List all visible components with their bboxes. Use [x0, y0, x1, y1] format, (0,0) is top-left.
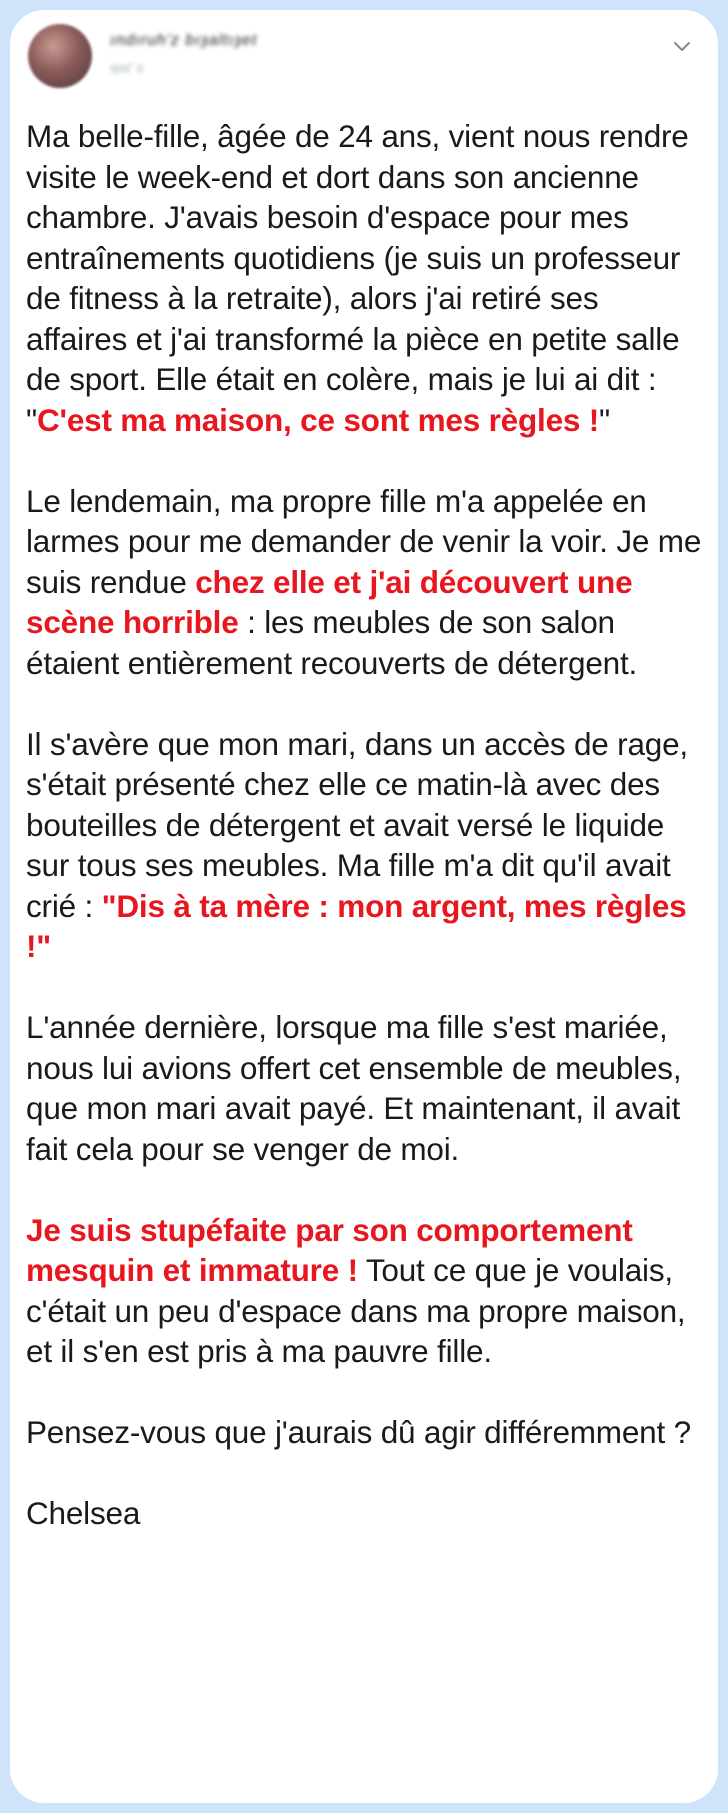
author-handle: ıpıɛ' ɜ: [110, 60, 143, 75]
highlighted-text: "Dis à ta mère : mon argent, mes règles !": [26, 887, 687, 964]
post-card: [10, 10, 718, 1803]
paragraph: Ma belle-fille, âgée de 24 ans, vient nous rendre visite le week-end et dort dans son ancienne chambre. J'avais besoin d'espace pour mes entraînements quotidiens (je suis un professeur de fitness à la retraite), alors j'ai retiré ses affaires et j'ai transformé la pièce en petite salle de sport. Elle était en colère, mais je lui ai dit : "C'est ma maison, ce sont mes règles !": [26, 118, 689, 438]
chevron-down-icon[interactable]: [670, 34, 694, 58]
paragraph: Le lendemain, ma propre fille m'a appelée en larmes pour me demander de venir la voir. Je me suis rendue chez elle et j'ai découvert une scène horrible : les meubles de son salon étaient entièrement recouverts de détergent.: [26, 482, 702, 681]
paragraph: L'année dernière, lorsque ma fille s'est mariée, nous lui avions offert cet ensemble de meubles, que mon mari avait payé. Et maintenant, il avait fait cela pour se venger de moi.: [26, 1009, 682, 1167]
paragraph: Je suis stupéfaite par son comportement mesquin et immature ! Tout ce que je voulais, c'était un peu d'espace dans ma propre maison, et il s'en est pris à ma pauvre fille.: [26, 1211, 686, 1369]
highlighted-text: chez elle et j'ai découvert une scène horrible: [26, 563, 633, 640]
post-body: [26, 116, 706, 1534]
paragraph: Il s'avère que mon mari, dans un accès de rage, s'était présenté chez elle ce matin-là avec des bouteilles de détergent et avait versé le liquide sur tous ses meubles. Ma fille m'a dit qu'il avait crié : "Dis à ta mère : mon argent, mes règles !": [26, 725, 688, 964]
paragraph: Pensez-vous que j'aurais dû agir différemment ?: [26, 1414, 691, 1450]
highlighted-text: C'est ma maison, ce sont mes règles !: [36, 401, 600, 438]
avatar[interactable]: [28, 24, 92, 88]
highlighted-text: Je suis stupéfaite par son comportement mesquin et immature !: [26, 1211, 633, 1288]
signature: Chelsea: [26, 1495, 141, 1531]
author-name[interactable]: ındıruh'z bıȝaltıȝet: [110, 32, 258, 49]
